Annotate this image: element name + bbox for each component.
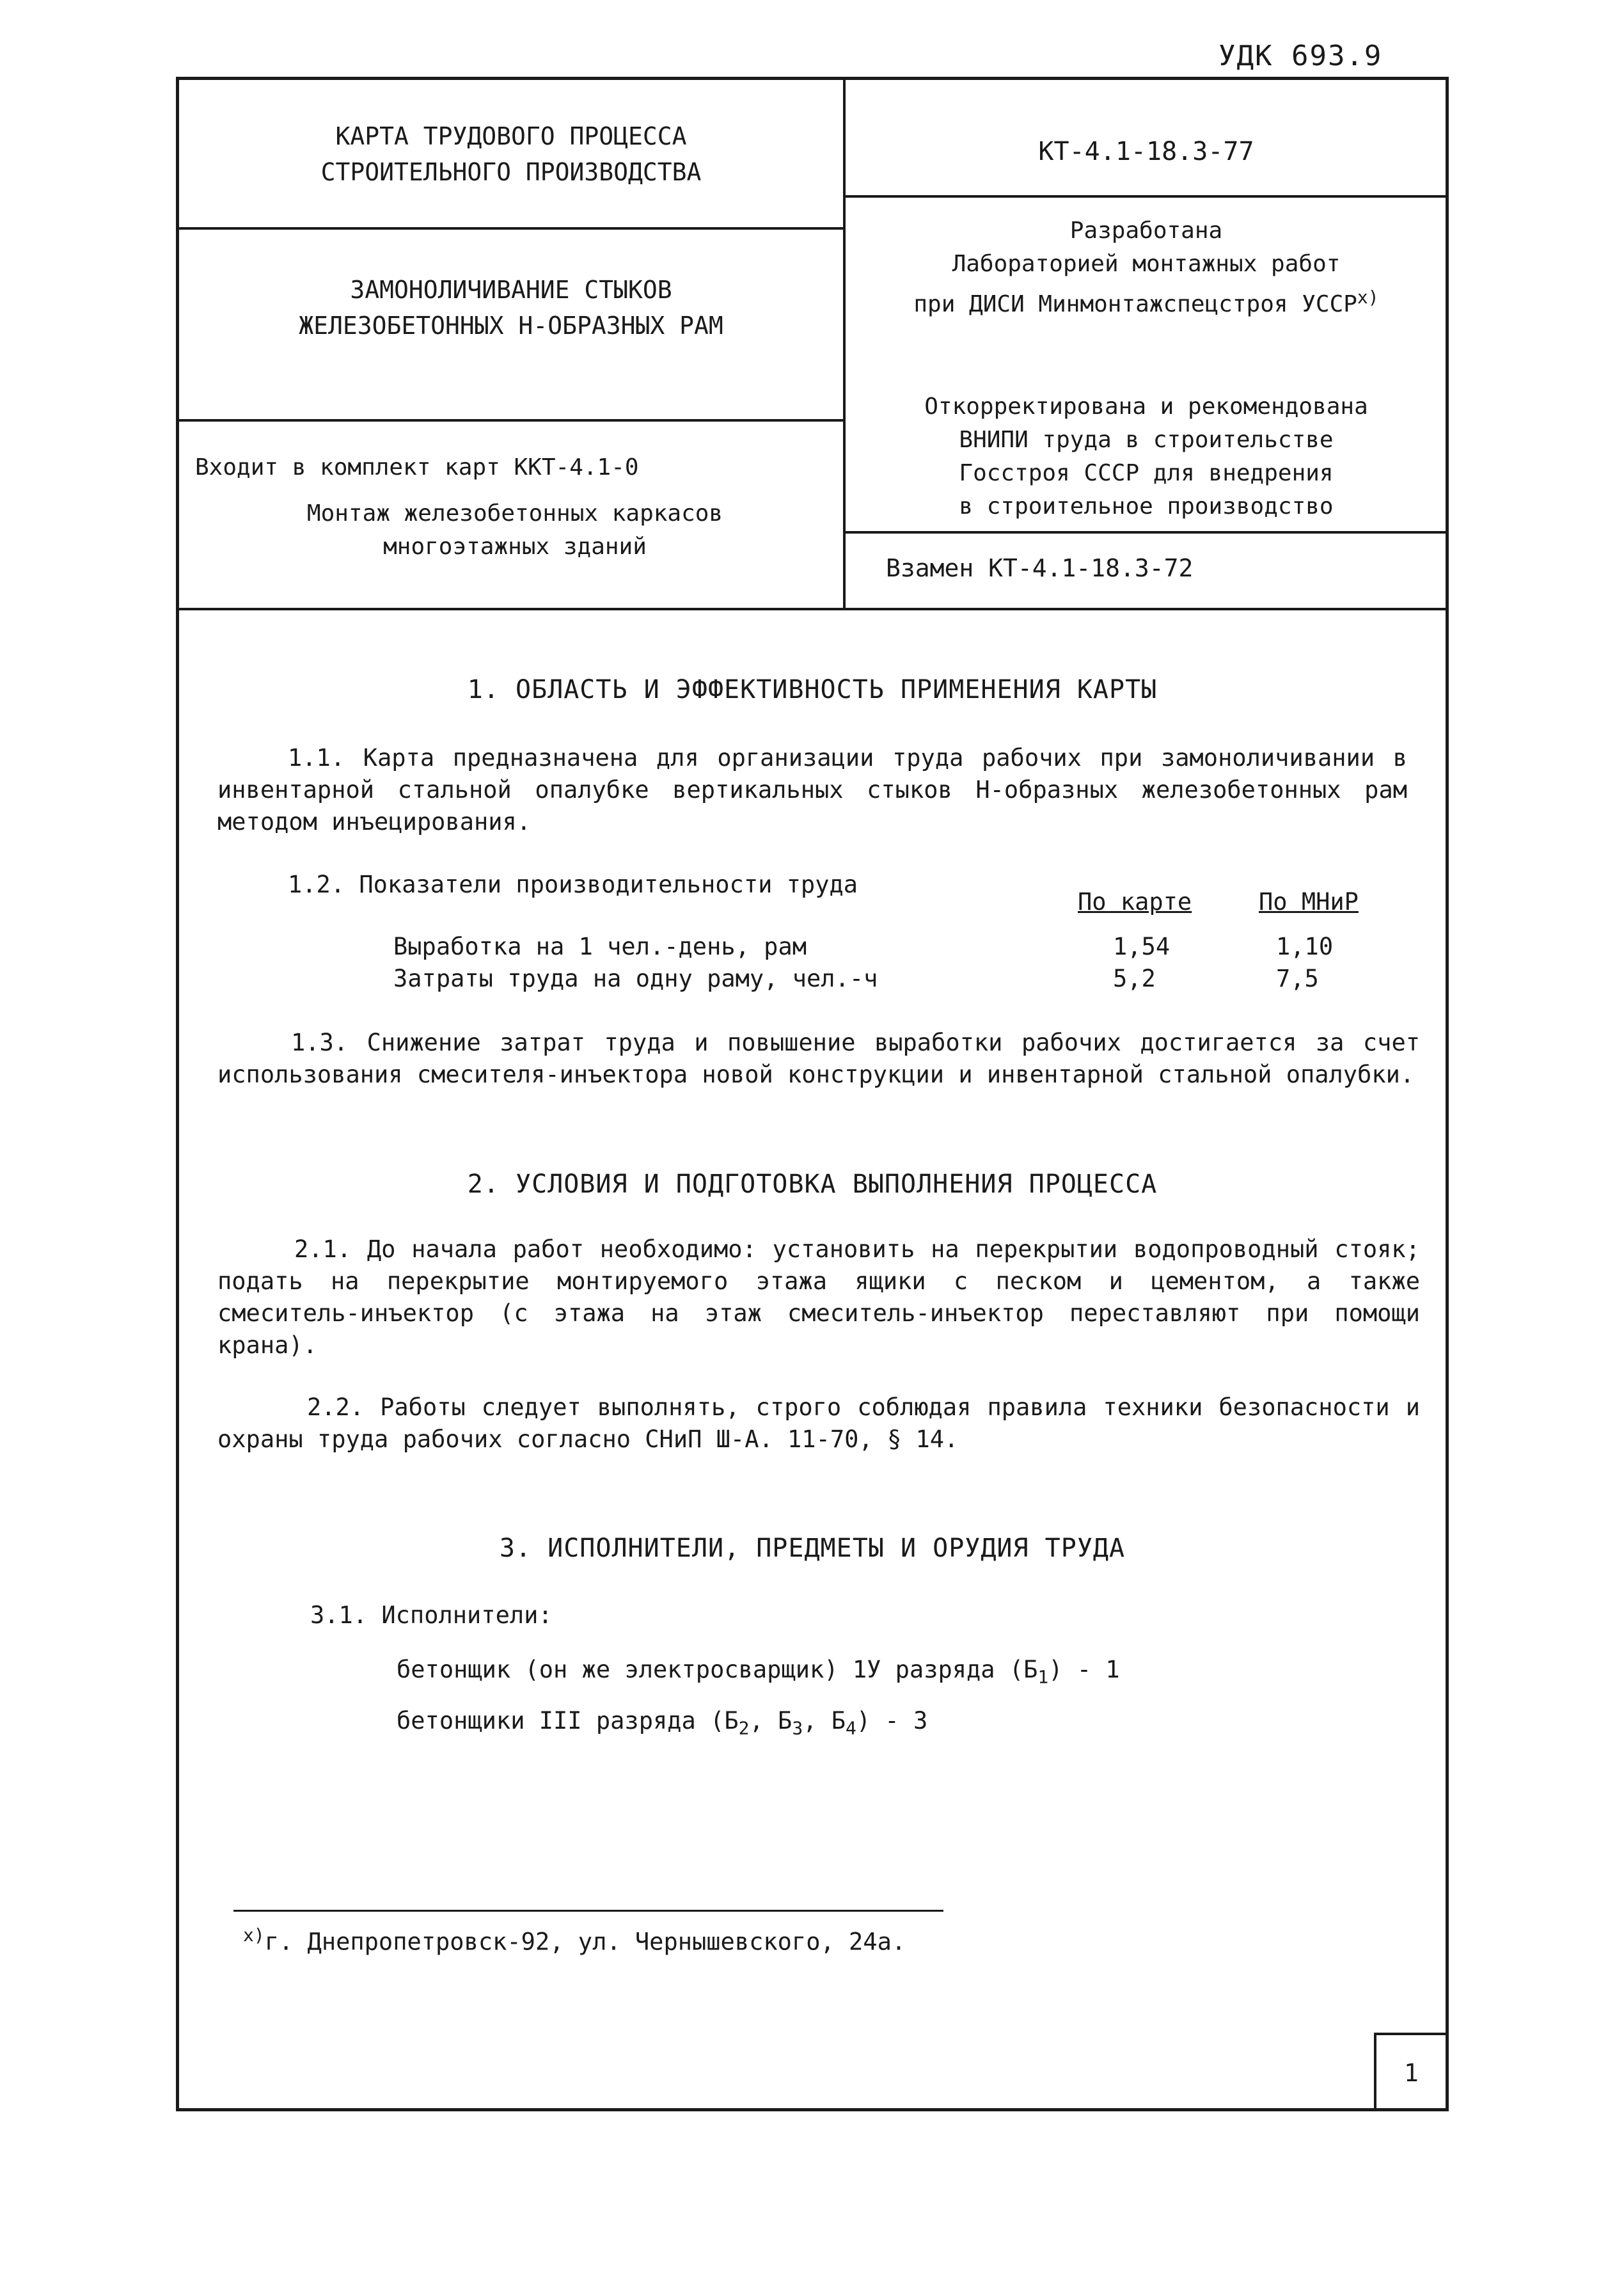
row1-label: Выработка на 1 чел.-день, рам — [393, 933, 807, 960]
para-3-1: 3.1. Исполнители: — [310, 1601, 553, 1629]
row2-label: Затраты труда на одну раму, чел.-ч — [393, 965, 878, 992]
para-1-3: 1.3. Снижение затрат труда и повышение выработки рабочих достигается за счет использования смесителя-инъектора новой конструкции и инвентарной стальной опалубки. — [217, 1029, 1420, 1088]
card-code: КТ-4.1-18.3-77 — [1038, 137, 1254, 166]
developed-line3 — [846, 281, 1447, 321]
col-header-card: По карте — [1078, 888, 1192, 916]
corrected-line2: ВНИПИ труда в строительстве — [959, 427, 1334, 453]
corrected-block — [846, 390, 1447, 523]
developed-line1: Разработана — [1069, 218, 1223, 244]
card-title — [179, 118, 843, 190]
worker-line-2 — [397, 1705, 927, 1744]
corrected-line1: Откорректирована и рекомендована — [924, 393, 1368, 420]
section2-title: 2. УСЛОВИЯ И ПОДГОТОВКА ВЫПОЛНЕНИЯ ПРОЦЕССА — [467, 1170, 1158, 1199]
divider-header-bottom — [178, 608, 1446, 610]
udk-code: УДК 693.9 — [1218, 40, 1383, 72]
worker-line-1 — [397, 1654, 1120, 1693]
page-number: 1 — [1404, 2059, 1419, 2087]
divider-title — [178, 227, 844, 230]
corrected-line3: Госстроя СССР для внедрения — [959, 460, 1334, 486]
corrected-line4: в строительное производство — [959, 493, 1334, 520]
worker2-sub2: 3 — [792, 1717, 803, 1739]
para-1-1: 1.1. Карта предназначена для организации труда рабочих при замоноличивании в инвентарной стальной опалубке вертикальных стыков Н-образных железобетонных рам методом инъецирования. — [217, 744, 1407, 836]
col-header-norm: По МНиР — [1259, 888, 1359, 916]
worker1-text: бетонщик (он же электросварщик) 1У разряда (Б — [397, 1656, 1038, 1683]
worker2-mid1: , Б — [749, 1707, 792, 1734]
footnote-text: г. Днепропетровск-92, ул. Чернышевского, 24а. — [264, 1928, 906, 1956]
footnote-rule — [233, 1910, 943, 1912]
worker1-end: ) - 1 — [1048, 1656, 1120, 1683]
footnote — [243, 1919, 906, 1958]
developed-line2: Лабораторией монтажных работ — [952, 251, 1341, 277]
complex-line1: Входит в комплект карт ККТ-4.1-0 — [195, 454, 639, 480]
page-frame — [176, 77, 1449, 2111]
worker2-sub3: 4 — [846, 1717, 856, 1739]
row2-card-value: 5,2 — [1113, 965, 1156, 992]
complex-block — [195, 451, 835, 564]
para-2-1: 2.1. До начала работ необходимо: установить на перекрытии водопроводный стояк; подать на перекрытие монтируемого этажа ящики с песком и цементом, а также смеситель-инъектор (с этажа на этаж смеситель-инъектор переставляют при помощи крана). — [217, 1235, 1420, 1359]
card-subject — [179, 272, 843, 344]
footnote-mark: x) — [243, 1925, 265, 1946]
section1-title: 1. ОБЛАСТЬ И ЭФФЕКТИВНОСТЬ ПРИМЕНЕНИЯ КАРТЫ — [467, 675, 1158, 704]
row2-norm-value: 7,5 — [1276, 965, 1319, 992]
para-2-2: 2.2. Работы следует выполнять, строго соблюдая правила техники безопасности и охраны труда рабочих согласно СНиП Ш-А. 11-70, § 14. — [217, 1393, 1420, 1453]
card-title-line2: СТРОИТЕЛЬНОГО ПРОИЗВОДСТВА — [320, 158, 702, 186]
complex-line2: Монтаж железобетонных каркасов — [306, 500, 723, 527]
developed-org: при ДИСИ Минмонтажспецстроя УССР — [913, 291, 1357, 317]
para-1-2-label: 1.2. Показатели производительности труда — [288, 871, 858, 898]
worker1-sub: 1 — [1037, 1666, 1049, 1688]
divider-code — [843, 195, 1446, 198]
subject-line2: ЖЕЛЕЗОБЕТОННЫХ Н-ОБРАЗНЫХ РАМ — [299, 312, 723, 340]
card-title-line1: КАРТА ТРУДОВОГО ПРОЦЕССА — [335, 122, 687, 150]
worker2-end: ) - 3 — [856, 1707, 928, 1734]
developed-block — [846, 214, 1447, 321]
worker2-mid2: , Б — [803, 1707, 846, 1734]
worker2-text: бетонщики III разряда (Б — [397, 1707, 739, 1734]
divider-corrected — [843, 531, 1446, 534]
subject-line1: ЗАМОНОЛИЧИВАНИЕ СТЫКОВ — [350, 276, 672, 304]
complex-line3: многоэтажных зданий — [383, 534, 647, 560]
divider-subject — [178, 419, 844, 422]
developed-footnote-mark: x) — [1357, 287, 1379, 308]
worker2-sub1: 2 — [738, 1717, 750, 1739]
row1-norm-value: 1,10 — [1276, 933, 1334, 960]
row1-card-value: 1,54 — [1113, 933, 1171, 960]
replaces-code: Взамен КТ-4.1-18.3-72 — [886, 554, 1194, 582]
section3-title: 3. ИСПОЛНИТЕЛИ, ПРЕДМЕТЫ И ОРУДИЯ ТРУДА — [499, 1534, 1126, 1563]
